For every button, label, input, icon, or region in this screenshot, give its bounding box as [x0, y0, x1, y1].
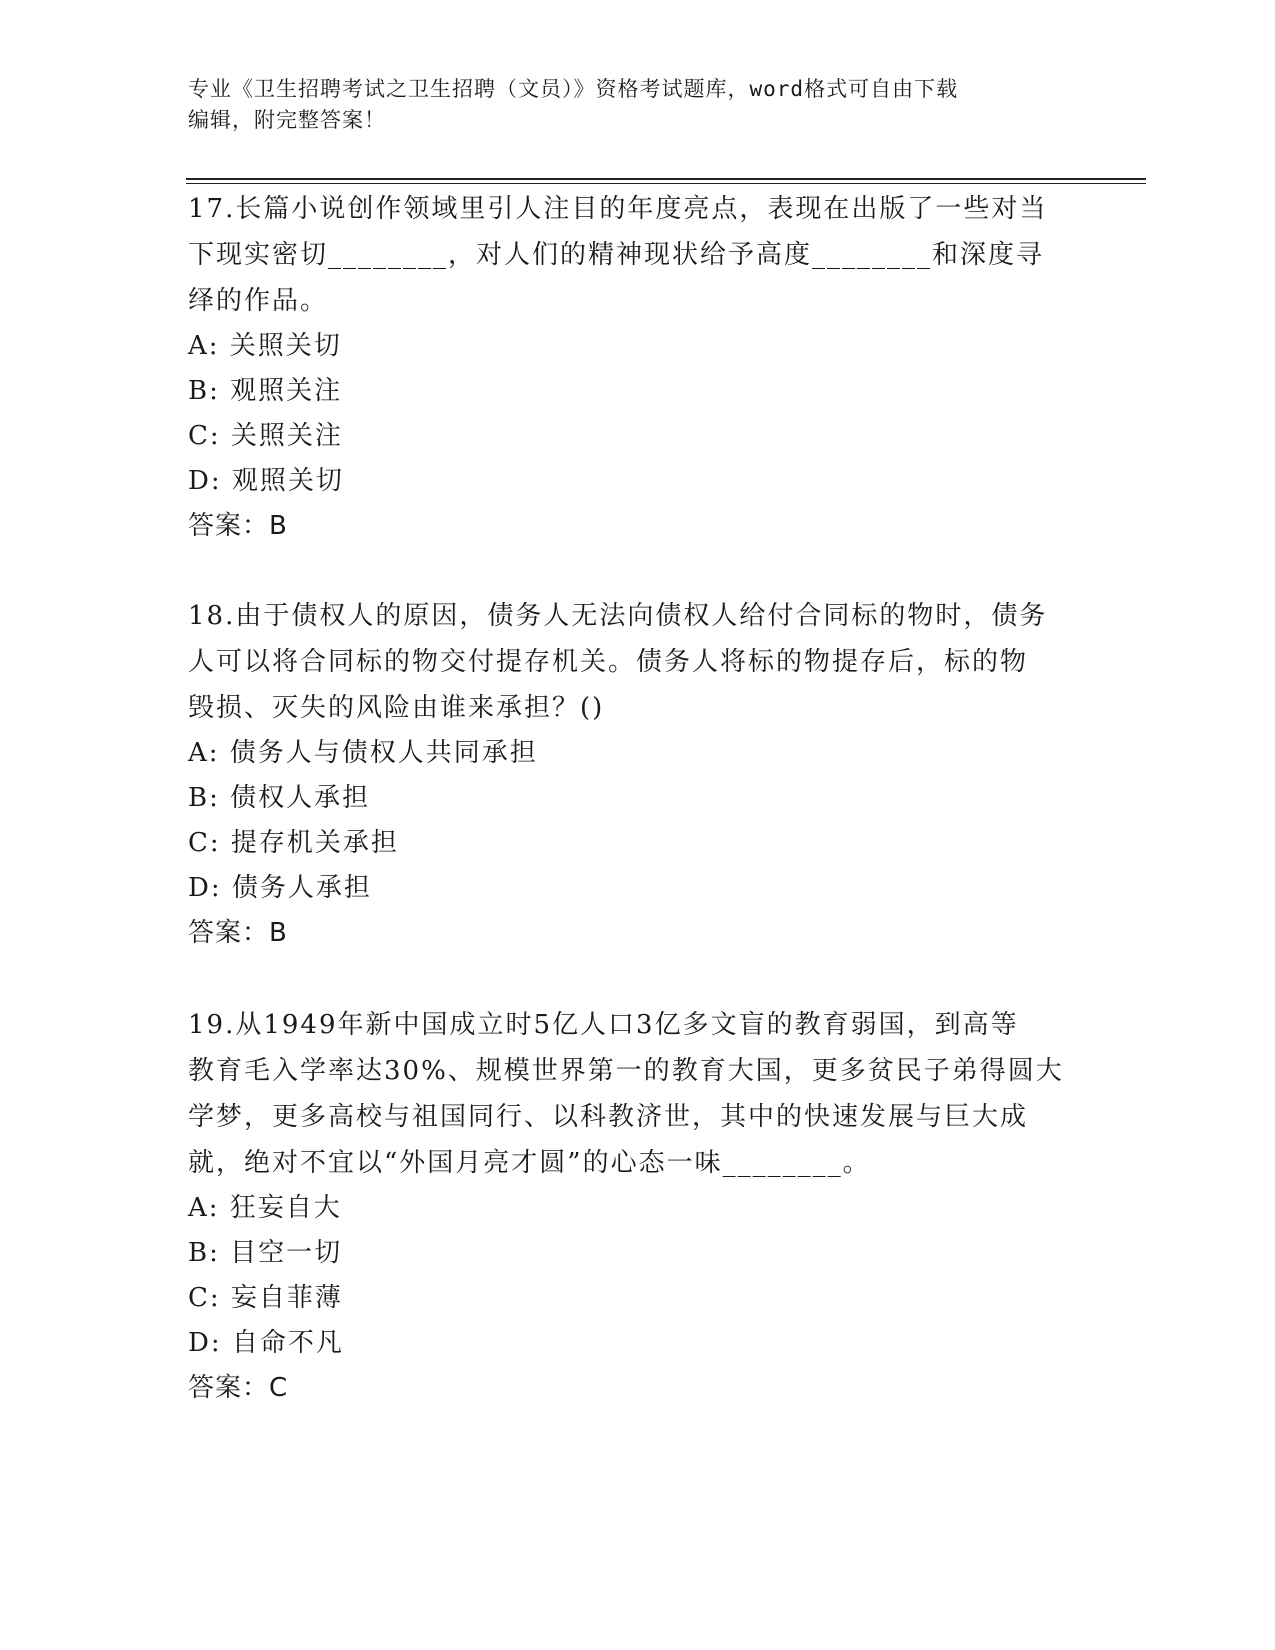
option-d: D: 观照关切	[188, 466, 344, 496]
question-stem-line: 就，绝对不宜以“外国月亮才圆”的心态一味________。	[188, 1148, 871, 1178]
header-rule-thick	[186, 178, 1146, 180]
option-a: A: 关照关切	[188, 331, 342, 361]
option-d: D: 债务人承担	[188, 873, 372, 903]
answer-label: 答案：B	[188, 918, 288, 948]
option-b: B: 观照关注	[188, 376, 343, 406]
question-19	[188, 1002, 1088, 1411]
option-c: C: 妄自菲薄	[188, 1283, 343, 1313]
answer-label: 答案：C	[188, 1373, 289, 1403]
header-line-2: 编辑，附完整答案！	[188, 108, 386, 132]
question-stem-line: 绎的作品。	[188, 286, 329, 316]
question-stem-line: 毁损、灭失的风险由谁来承担？()	[188, 693, 605, 723]
header-line-1: 专业《卫生招聘考试之卫生招聘（文员）》资格考试题库，word格式可自由下载	[188, 77, 959, 101]
option-a: A: 狂妄自大	[188, 1193, 342, 1223]
question-stem-line: 17.长篇小说创作领域里引人注目的年度亮点，表现在出版了一些对当	[188, 194, 1048, 224]
question-stem-line: 下现实密切________，对人们的精神现状给予高度________和深度寻	[188, 240, 1045, 270]
question-17	[188, 186, 1088, 549]
option-d: D: 自命不凡	[188, 1328, 344, 1358]
question-stem-line: 18.由于债权人的原因，债务人无法向债权人给付合同标的物时，债务	[188, 601, 1048, 631]
answer-label: 答案：B	[188, 511, 288, 541]
option-b: B: 目空一切	[188, 1238, 343, 1268]
question-stem-line: 教育毛入学率达30%、规模世界第一的教育大国，更多贫民子弟得圆大	[188, 1056, 1064, 1086]
header-rule-thin	[186, 183, 1146, 184]
option-a: A: 债务人与债权人共同承担	[188, 738, 538, 768]
option-c: C: 提存机关承担	[188, 828, 399, 858]
option-c: C: 关照关注	[188, 421, 343, 451]
option-b: B: 债权人承担	[188, 783, 371, 813]
question-stem-line: 19.从1949年新中国成立时5亿人口3亿多文盲的教育弱国，到高等	[188, 1010, 1019, 1040]
question-stem-line: 人可以将合同标的物交付提存机关。债务人将标的物提存后，标的物	[188, 647, 1029, 677]
question-18	[188, 593, 1088, 956]
question-stem-line: 学梦，更多高校与祖国同行、以科教济世，其中的快速发展与巨大成	[188, 1102, 1029, 1132]
page-header	[188, 74, 1088, 136]
